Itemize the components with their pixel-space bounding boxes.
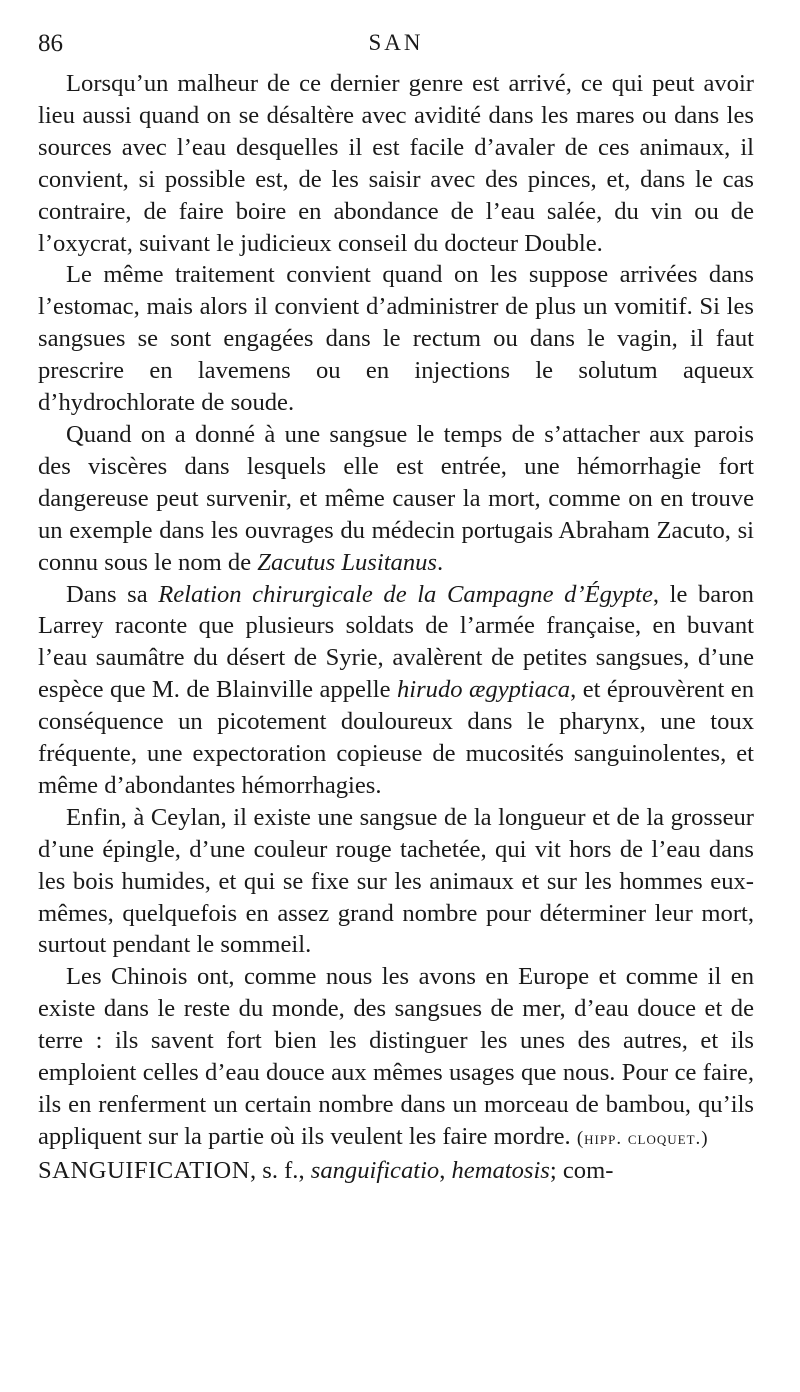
- entry-headword: SANGUIFICATION: [38, 1156, 250, 1184]
- paragraph: [38, 579, 754, 802]
- paragraph-text: , le baron Larrey raconte que plusieurs soldats de l’armée française, en buvant l’eau saumâtre du désert de Syrie, avalèrent de petites sangsues, d’une espèce que M. de Blainville appelle: [38, 580, 754, 704]
- paragraph: [38, 259, 754, 419]
- body-text: [38, 68, 754, 1155]
- page-header: [38, 30, 754, 68]
- dictionary-entry-sanguification: [38, 1155, 754, 1187]
- running-head: SAN: [368, 30, 424, 55]
- italic-text: hirudo ægyptiaca: [396, 676, 571, 704]
- paragraph-text: , et éprouvèrent en conséquence un picotement douloureux dans le pharynx, une toux fréquente, une expectoration copieuse de mucosités sanguinolentes, et même d’abondantes hémorrhagies.: [38, 676, 754, 799]
- paragraph: [38, 802, 754, 962]
- entry-continuation: ; com-: [549, 1156, 614, 1184]
- entry-synonym: hematosis: [451, 1156, 550, 1184]
- author-signature: (hipp. cloquet.): [576, 1127, 709, 1149]
- italic-text: Zacutus Lusitanus: [257, 548, 437, 576]
- book-page: [38, 30, 754, 1187]
- paragraph-text: Lorsqu’un malheur de ce dernier genre est arrivé, ce qui peut avoir lieu aussi quand on se désaltère avec avidité dans les mares ou dans les sources avec l’eau desquelles il est facile d’avaler de ces animaux, il convient, si possible est, de les saisir avec des pinces, et, dans le cas contraire, de faire boire en abondance de l’eau salée, du vin ou de l’oxycrat, suivant le judicieux conseil du docteur Double.: [38, 70, 754, 257]
- paragraph: [38, 419, 754, 579]
- paragraph: [38, 961, 754, 1154]
- page-number: 86: [38, 30, 63, 57]
- entry-separator: ,: [439, 1156, 452, 1184]
- entry-grammar: , s. f.,: [249, 1156, 311, 1184]
- paragraph-text: Enfin, à Ceylan, il existe une sangsue de la longueur et de la grosseur d’une épingle, d’une couleur rouge tachetée, qui vit hors de l’eau dans les bois humides, et qui se fixe sur les animaux et sur les hommes eux-mêmes, quelquefois en assez grand nombre pour déterminer leur mort, surtout pendant le sommeil.: [38, 803, 754, 959]
- paragraph: [38, 68, 754, 259]
- entry-latin-term: sanguificatio: [310, 1156, 440, 1184]
- paragraph-text: Le même traitement convient quand on les suppose arrivées dans l’estomac, mais alors il convient d’administrer de plus un vomitif. Si les sangsues se sont engagées dans le rectum ou dans le vagin, il faut prescrire en lavemens ou en injections le solutum aqueux d’hydrochlorate de soude.: [38, 261, 754, 417]
- paragraph-text: Dans sa: [66, 580, 159, 608]
- paragraph-text: Les Chinois ont, comme nous les avons en Europe et comme il en existe dans le reste du monde, des sangsues de mer, d’eau douce et de terre : ils savent fort bien les distinguer les unes des autres, et ils emploient celles d’eau douce aux mêmes usages que nous. Pour ce faire, ils en renferment un certain nombre dans un morceau de bambou, qu’ils appliquent sur la partie où ils veulent les faire mordre.: [38, 963, 754, 1150]
- paragraph-text: Quand on a donné à une sangsue le temps de s’attacher aux parois des viscères dans lesquels elle est entrée, une hémorrhagie fort dangereuse peut survenir, et même causer la mort, comme on en trouve un exemple dans les ouvrages du médecin portugais Abraham Zacuto, si connu sous le nom de: [38, 420, 754, 576]
- paragraph-text: .: [437, 548, 444, 576]
- italic-text: Relation chirurgicale de la Campagne d’Égypte: [158, 580, 653, 608]
